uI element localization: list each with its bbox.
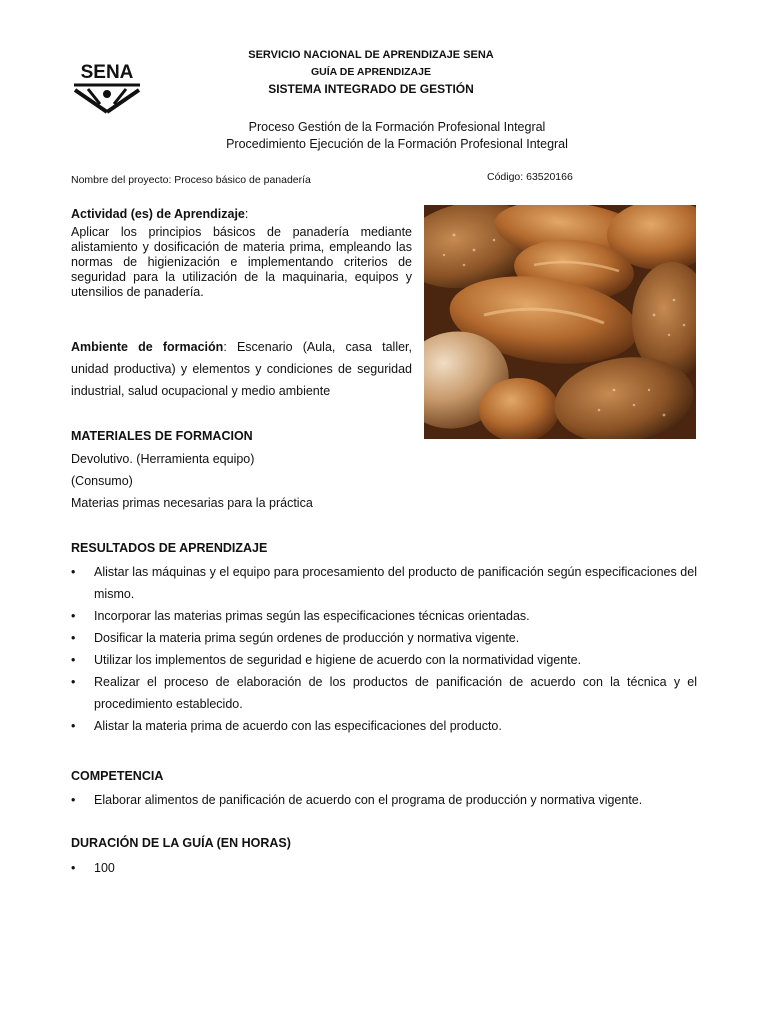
environment-label: Ambiente de formación (71, 340, 224, 354)
bullet: • (71, 565, 76, 579)
materials-line-3: Materias primas necesarias para la práctica (71, 496, 313, 510)
environment-text: : Escenario (Aula, casa taller, unidad productiva) y elementos y condiciones de seguridad industrial, salud ocupacional y medio ambiente (71, 340, 412, 398)
bread-photo (424, 205, 696, 439)
competence-list (71, 789, 697, 811)
materials-line-1: Devolutivo. (Herramienta equipo) (71, 452, 255, 466)
project-code: Código: 63520166 (487, 171, 573, 183)
list-item: • Dosificar la materia prima según ordenes de producción y normativa vigente. (71, 627, 697, 649)
bullet: • (71, 793, 76, 807)
materials-line-2: (Consumo) (71, 474, 133, 488)
list-item: • Incorporar las materias primas según las especificaciones técnicas orientadas. (71, 605, 697, 627)
bullet: • (71, 609, 76, 623)
process-name: Proceso Gestión de la Formación Profesional Integral (248, 120, 546, 134)
activity-label: Actividad (es) de Aprendizaje (71, 207, 245, 221)
list-item: • Elaborar alimentos de panificación de acuerdo con el programa de producción y normativa vigente. (71, 789, 697, 811)
materials-title: MATERIALES DE FORMACION (71, 429, 253, 443)
logo-wordmark: SENA (80, 62, 134, 83)
institution-title: SERVICIO NACIONAL DE APRENDIZAJE SENA (248, 49, 494, 61)
results-title: RESULTADOS DE APRENDIZAJE (71, 541, 268, 555)
project-name: Nombre del proyecto: Proceso básico de panadería (71, 174, 311, 186)
duration-list (71, 857, 697, 879)
bullet: • (71, 861, 76, 875)
environment-paragraph (71, 336, 412, 402)
system-title: SISTEMA INTEGRADO DE GESTIÓN (268, 82, 474, 96)
bullet: • (71, 631, 76, 645)
bullet: • (71, 653, 76, 667)
bullet: • (71, 675, 76, 689)
duration-title: DURACIÓN DE LA GUÍA (EN HORAS) (71, 836, 291, 850)
procedure-name: Procedimiento Ejecución de la Formación Profesional Integral (226, 137, 568, 151)
guide-title: GUÍA DE APRENDIZAJE (311, 66, 431, 78)
results-list (71, 561, 697, 737)
list-item: • Alistar la materia prima de acuerdo con las especificaciones del producto. (71, 715, 697, 737)
activity-text: Aplicar los principios básicos de panadería mediante alistamiento y dosificación de materia prima, empleando las normas de higienización e implementando criterios de seguridad para la utilización de la maquinaria, equipos y utensilios de panadería. (71, 225, 412, 299)
bread-photo-art (424, 205, 696, 439)
list-item: • 100 (71, 857, 697, 879)
list-item: • Utilizar los implementos de seguridad e higiene de acuerdo con la normatividad vigente. (71, 649, 697, 671)
activity-heading: Actividad (es) de Aprendizaje: (71, 207, 249, 221)
list-item: • Realizar el proceso de elaboración de los productos de panificación de acuerdo con la técnica y el procedimiento establecido. (71, 671, 697, 715)
bullet: • (71, 719, 76, 733)
list-item: • Alistar las máquinas y el equipo para procesamiento del producto de panificación según especificaciones del mismo. (71, 561, 697, 605)
competence-title: COMPETENCIA (71, 769, 164, 783)
